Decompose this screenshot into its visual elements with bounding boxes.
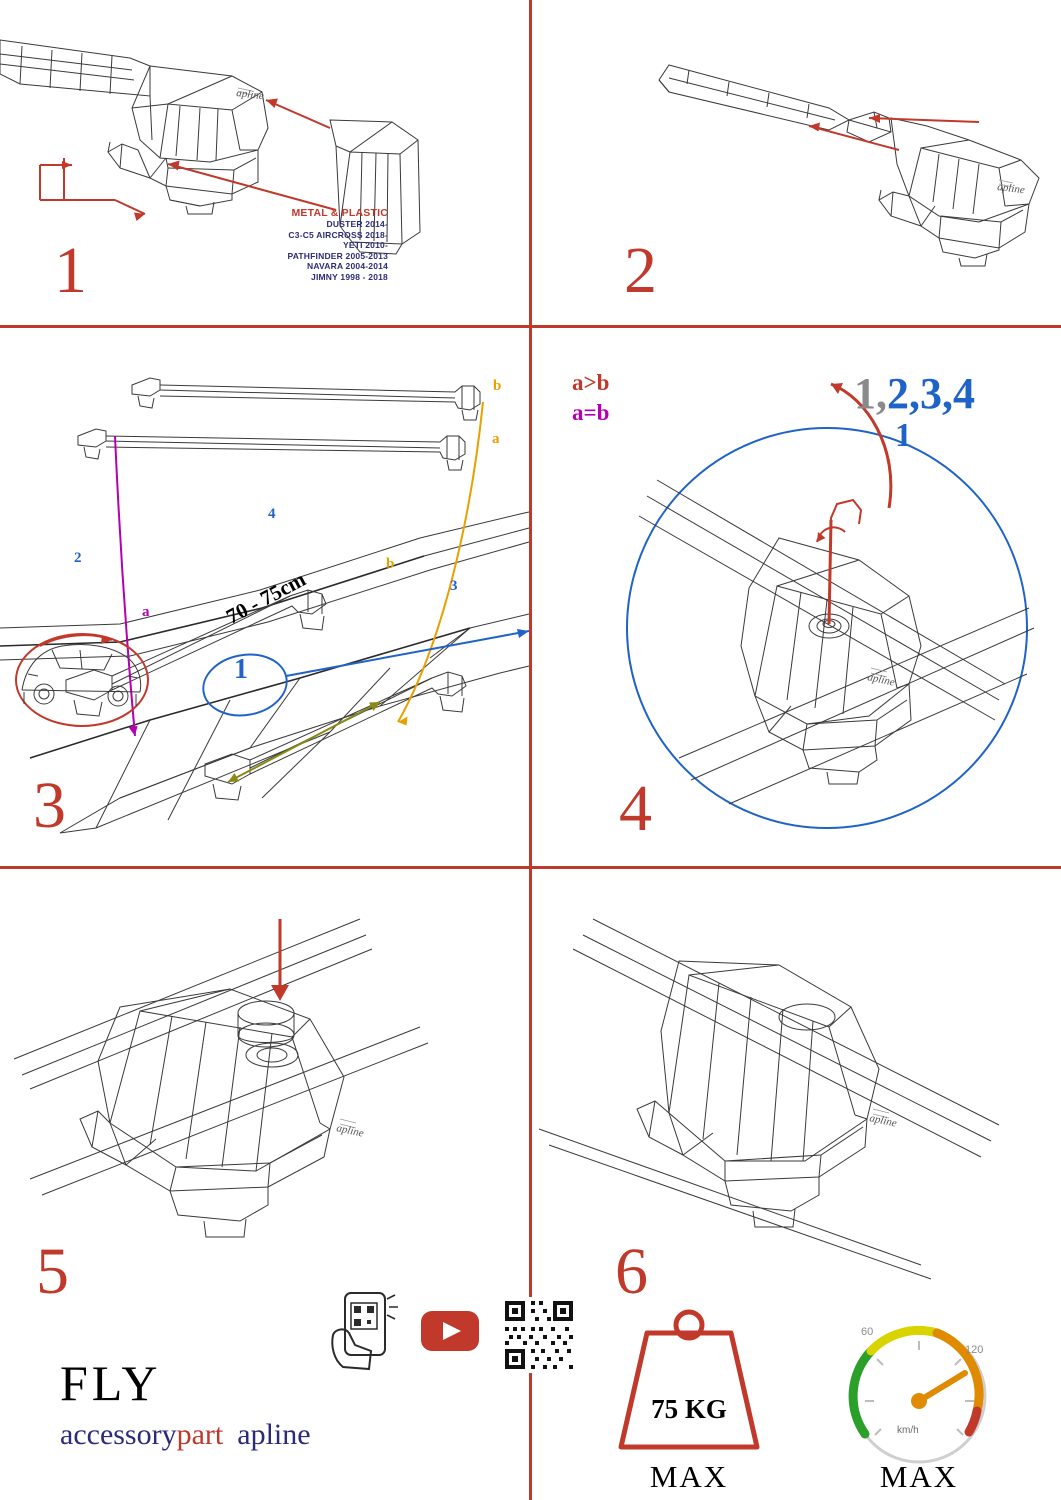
callout-number-1: 1 [895, 417, 912, 454]
step2-illustration [529, 0, 1061, 325]
panel-step-2 [529, 0, 1061, 325]
brand-mark-3: apline [866, 671, 896, 689]
step-number-5: 5 [36, 1235, 69, 1308]
speed-unit-label: km/h [897, 1425, 919, 1436]
step5-illustration [0, 879, 529, 1279]
vehicle-item: C3-C5 AIRCROSS 2018- [288, 229, 388, 240]
step-number-2: 2 [624, 234, 657, 307]
speed-min-label: 60 [861, 1326, 874, 1338]
vehicle-item: DUSTER 2014- [326, 219, 388, 229]
step-number-1: 1 [54, 234, 87, 307]
youtube-icon [421, 1311, 479, 1351]
brand-name: FLY [60, 1355, 162, 1411]
panel-step-6 [529, 869, 1061, 1500]
step-number-3: 3 [33, 769, 66, 842]
max-speed-icon [819, 1301, 1019, 1476]
panel-step-5 [0, 869, 529, 1500]
max-weight-value: 75 KG [651, 1394, 727, 1424]
label-a-mid: a [142, 604, 150, 620]
label-a-top: a [492, 431, 500, 447]
step4-illustration [529, 328, 1061, 866]
label-4: 4 [268, 506, 276, 522]
dimension-label: 70 - 75cm [222, 566, 310, 629]
material-label: METAL & PLASTIC [291, 207, 388, 219]
max-weight-label: MAX [649, 1459, 729, 1494]
label-b-mid: b [386, 556, 395, 572]
comparison-eq: a=b [572, 400, 610, 425]
qr-hand-icon [332, 1293, 398, 1369]
panel-step-4 [529, 328, 1061, 866]
sequence-rest: 2,3,4 [887, 369, 975, 418]
vehicle-item: JIMNY 1998 - 2018 [311, 271, 388, 282]
material-label-block [148, 207, 388, 282]
brand-mark-1: apline [235, 87, 265, 103]
brand-mark-5: apline [868, 1112, 898, 1130]
car-inset-circle [16, 634, 148, 726]
label-2: 2 [74, 550, 82, 566]
brand-part: part [176, 1418, 224, 1451]
red-bracket [40, 165, 115, 200]
speed-max-label: 120 [965, 1344, 984, 1356]
panel-step-3 [0, 328, 529, 866]
brand-apline: apline [237, 1418, 311, 1451]
vehicle-item: PATHFINDER 2005-2013 [287, 250, 388, 261]
brand-mark-4: apline [335, 1122, 365, 1140]
step-number-6: 6 [615, 1235, 648, 1308]
red-arrow-2a [869, 118, 979, 122]
zoom-circle [627, 428, 1027, 828]
brand-accessory: accessory [60, 1418, 177, 1451]
vehicle-item: YETI 2010- [343, 240, 388, 250]
label-3: 3 [450, 578, 458, 594]
label-b-top: b [493, 378, 502, 394]
brand-block [60, 1354, 311, 1452]
brand-mark-2: apline [996, 181, 1026, 197]
blue-arrow-to-step4 [286, 631, 529, 676]
sequence-label [854, 368, 975, 419]
panel-step-1 [0, 0, 529, 325]
comparison-gt: a>b [572, 370, 610, 395]
sequence-first: 1, [854, 369, 887, 418]
step-number-4: 4 [619, 772, 652, 845]
red-arrow-2b [809, 126, 899, 150]
step6-illustration [529, 879, 1061, 1279]
red-arrow-cover-2 [168, 164, 336, 210]
vehicle-item: NAVARA 2004-2014 [307, 261, 388, 271]
callout-1-label: 1 [234, 654, 248, 685]
curve-b [398, 402, 483, 722]
max-speed-label: MAX [879, 1459, 959, 1494]
